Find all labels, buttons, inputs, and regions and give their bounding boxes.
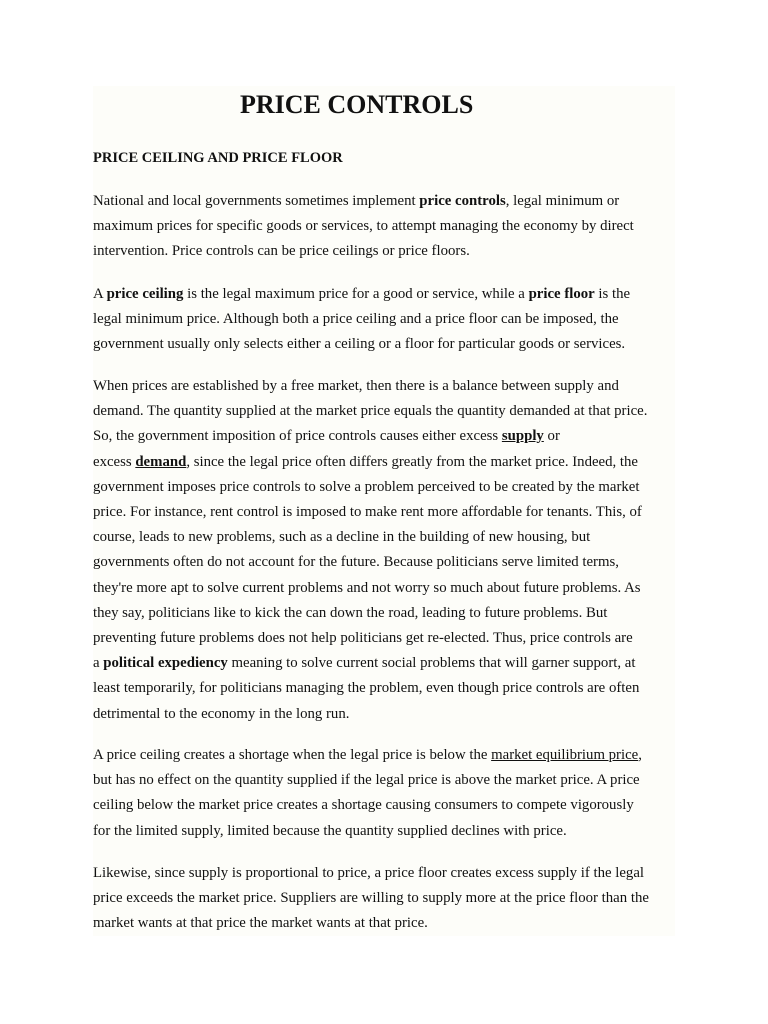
- term-price-floor: price floor: [528, 286, 595, 302]
- text-run: National and local governments sometimes implement: [93, 193, 420, 209]
- paragraph-price-controls-intro: [93, 189, 675, 265]
- link-label: supply: [501, 428, 544, 445]
- text-line: intervention. Price controls can be price ceilings or price floors.: [93, 243, 470, 260]
- text-line: government usually only selects either a ceiling or a floor for particular goods or services.: [93, 336, 626, 353]
- link-label: demand: [135, 453, 187, 470]
- text-line: preventing future problems does not help politicians get re-elected. Thus, price controls are: [93, 630, 633, 647]
- text-run: excess: [93, 453, 136, 470]
- text-line: [93, 743, 675, 768]
- text-line: price exceeds the market price. Suppliers are willing to supply more at the price floor than the: [93, 890, 649, 907]
- document-content: [93, 86, 675, 936]
- text-line: [93, 424, 675, 449]
- text-run: , since the legal price often differs greatly from the market price. Indeed, the: [186, 453, 638, 470]
- text-run: So, the government imposition of price controls causes either excess: [93, 428, 502, 445]
- text-line: but has no effect on the quantity supplied if the legal price is above the market price. A price: [93, 772, 640, 789]
- term-political-expediency: political expediency: [103, 655, 228, 672]
- text-line: government imposes price controls to solve a problem perceived to be created by the market: [93, 478, 640, 495]
- paragraph-free-market: [93, 374, 675, 727]
- term-price-ceiling: price ceiling: [106, 286, 184, 302]
- text-line: demand. The quantity supplied at the market price equals the quantity demanded at that price.: [93, 403, 648, 420]
- page-title: PRICE CONTROLS: [240, 90, 474, 119]
- term-price-controls: price controls: [419, 193, 506, 209]
- text-line: ceiling below the market price creates a shortage causing consumers to compete vigorously: [93, 797, 634, 814]
- supply-link[interactable]: [502, 428, 544, 444]
- text-line: governments often do not account for the future. Because politicians serve limited terms,: [93, 554, 619, 571]
- text-run: is the: [594, 286, 631, 302]
- text-run: is the legal maximum price for a good or service, while a: [183, 286, 529, 302]
- market-equilibrium-price-link[interactable]: market equilibrium price: [491, 747, 639, 763]
- text-run: , legal minimum or: [505, 193, 620, 209]
- text-line: least temporarily, for politicians managing the problem, even though price controls are often: [93, 680, 640, 697]
- section-heading: PRICE CEILING AND PRICE FLOOR: [93, 150, 343, 166]
- paragraph-price-ceiling-shortage: [93, 743, 675, 844]
- text-run: meaning to solve current social problems that will garner support, at: [227, 655, 636, 672]
- text-line: market wants at that price the market wants at that price.: [93, 915, 428, 932]
- text-line: detrimental to the economy in the long run.: [93, 705, 350, 722]
- text-line: [93, 282, 675, 307]
- text-run: ,: [638, 747, 642, 763]
- paragraph-price-floor-surplus: [93, 861, 675, 937]
- text-line: they say, politicians like to kick the can down the road, leading to future problems. But: [93, 604, 608, 621]
- text-line: [93, 189, 675, 214]
- text-line: legal minimum price. Although both a price ceiling and a price floor can be imposed, the: [93, 311, 619, 328]
- demand-link[interactable]: [135, 454, 186, 470]
- text-line: price. For instance, rent control is imposed to make rent more affordable for tenants. This, of: [93, 504, 642, 521]
- text-run: a: [93, 655, 104, 672]
- text-line: course, leads to new problems, such as a decline in the building of new housing, but: [93, 529, 591, 546]
- text-line: for the limited supply, limited because the quantity supplied declines with price.: [93, 822, 567, 839]
- text-line: [93, 651, 675, 676]
- text-run: A price ceiling creates a shortage when the legal price is below the: [93, 747, 492, 763]
- text-run: or: [543, 428, 560, 445]
- text-line: maximum prices for specific goods or services, to attempt managing the economy by direct: [93, 218, 634, 235]
- paragraph-ceiling-floor-definition: [93, 282, 675, 358]
- text-line: When prices are established by a free market, then there is a balance between supply and: [93, 378, 619, 394]
- text-run: A: [93, 286, 107, 302]
- text-line: they're more apt to solve current problems and not worry so much about future problems. As: [93, 579, 641, 596]
- text-line: [93, 450, 675, 475]
- text-line: Likewise, since supply is proportional to price, a price floor creates excess supply if the legal: [93, 865, 645, 881]
